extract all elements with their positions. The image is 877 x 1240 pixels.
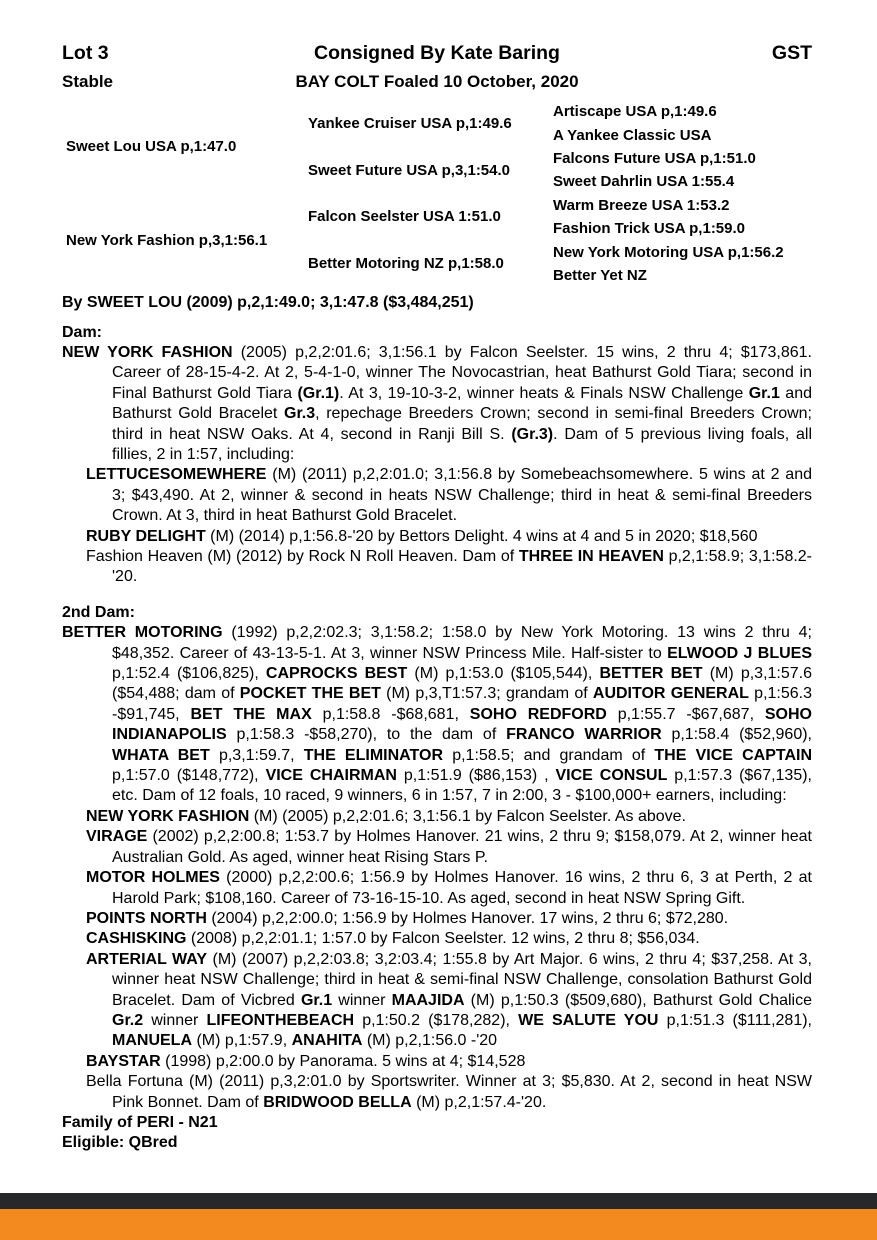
entry-motor-holmes: MOTOR HOLMES (2000) p,2,2:00.6; 1:56.9 by Holmes Hanover. 16 wins, 2 thru 6, 3 at Perth, 2 at Harold Park; $108,160. Career of 73-16-15-10. As aged, second in heat NSW Spring Gift. [86,869,812,907]
bottom-bar-dark [0,1193,877,1209]
lot-number: Lot 3 [62,42,109,64]
entry-points-north: POINTS NORTH (2004) p,2,2:00.0; 1:56.9 by Holmes Hanover. 17 wins, 2 thru 6; $72,280. [86,909,729,927]
entry-lettucesomewhere: LETTUCESOMEWHERE (M) (2011) p,2,2:01.0; 3,1:56.8 by Somebeachsomewhere. 5 wins at 2 and 3; $43,490. At 2, winner & second in heats NSW Challenge; third in heat & semi-final Breeders Crown. At 3, third in heat Bathurst Gold Bracelet. [86,466,812,525]
entry-ruby-delight: RUBY DELIGHT (M) (2014) p,1:56.8-'20 by Bettors Delight. 4 wins at 4 and 5 in 2020; $18,560 [86,527,758,545]
family-line: Family of PERI - N21 [62,1113,218,1131]
pedigree-g3-5: Fashion Trick USA p,1:59.0 [553,220,746,238]
pedigree-g3-0: Artiscape USA p,1:49.6 [553,103,717,121]
dam-heading: Dam: [62,323,103,341]
page-content [62,42,812,1154]
pedigree-g2-1: Sweet Future USA p,3,1:54.0 [308,161,511,179]
pedigree-g2-2: Falcon Seelster USA 1:51.0 [308,208,501,226]
pedigree-g3-3: Sweet Dahrlin USA 1:55.4 [553,173,735,191]
consignor-title: Consigned By Kate Baring [314,42,560,64]
header-row-1 [62,42,812,64]
pedigree-g3-2: Falcons Future USA p,1:51.0 [553,149,756,167]
entry-new-york-fashion-2: NEW YORK FASHION (M) (2005) p,2,2:01.6; 3,1:56.1 by Falcon Seelster. As above. [86,807,686,825]
pedigree-g3-1: A Yankee Classic USA [553,126,712,144]
eligible-line: Eligible: QBred [62,1134,178,1152]
pedigree-table [62,100,812,287]
header-spacer [642,72,812,92]
pedigree-sire: Sweet Lou USA p,1:47.0 [66,138,237,156]
pedigree-g2-0: Yankee Cruiser USA p,1:49.6 [308,114,512,132]
entry-bella-fortuna: Bella Fortuna (M) (2011) p,3,2:01.0 by Sportswriter. Winner at 3; $5,830. At 2, second in heat NSW Pink Bonnet. Dam of BRIDWOOD BELLA (M) p,2,1:57.4-'20. [86,1073,812,1111]
entry-better-motoring: BETTER MOTORING (1992) p,2,2:02.3; 3,1:58.2; 1:58.0 by New York Motoring. 13 wins 2 thru 4; $48,352. Career of 43-13-5-1. At 3, winner NSW Princess Mile. Half-sister to ELWOOD J BLUES p,1:52.4 ($106,825), CAPROCKS BEST (M) p,1:53.0 ($105,544), BETTER BET (M) p,3,1:57.6 ($54,488; dam of POCKET THE BET (M) p,3,T1:57.3; grandam of AUDITOR GENERAL p,1:56.3 -$91,745, BET THE MAX p,1:58.8 -$68,681, SOHO REDFORD p,1:55.7 -$67,687, SOHO INDIANAPOLIS p,1:58.3 -$58,270), to the dam of FRANCO WARRIOR p,1:58.4 ($52,960), WHATA BET p,3,1:59.7, THE ELIMINATOR p,1:58.5; and grandam of THE VICE CAPTAIN p,1:57.0 ($148,772), VICE CHAIRMAN p,1:51.9 ($86,153) , VICE CONSUL p,1:57.3 ($67,135), etc. Dam of 12 foals, 10 raced, 9 winners, 6 in 1:57, 7 in 2:00, 3 - $100,000+ earners, including: [62,624,813,805]
entry-baystar: BAYSTAR (1998) p,2:00.0 by Panorama. 5 wins at 4; $14,528 [86,1052,526,1070]
pedigree-g2-3: Better Motoring NZ p,1:58.0 [308,255,504,273]
bottom-bar-accent [0,1209,877,1240]
tax-status: GST [771,42,812,64]
second-dam-heading: 2nd Dam: [62,603,135,621]
pedigree-g3-6: New York Motoring USA p,1:56.2 [553,243,784,261]
entry-cashisking: CASHISKING (2008) p,2,2:01.1; 1:57.0 by Falcon Seelster. 12 wins, 2 thru 8; $56,034. [86,930,700,948]
pedigree-dam: New York Fashion p,3,1:56.1 [66,231,268,249]
entry-fashion-heaven: Fashion Heaven (M) (2012) by Rock N Roll Heaven. Dam of THREE IN HEAVEN p,2,1:58.9; 3,1:58.2-'20. [86,548,813,586]
pedigree-g3-7: Better Yet NZ [553,266,647,284]
entry-arterial-way: ARTERIAL WAY (M) (2007) p,2,2:03.8; 3,2:03.4; 1:55.8 by Art Major. 6 wins, 2 thru 4; $37,258. At 3, winner heat NSW Challenge; third in heat & semi-final NSW Challenge, consolation Bathurst Gold Bracelet. Dam of Vicbred Gr.1 winner MAAJIDA (M) p,1:50.3 ($509,680), Bathurst Gold Chalice Gr.2 winner LIFEONTHEBEACH p,1:50.2 ($178,282), WE SALUTE YOU p,1:51.3 ($111,281), MANUELA (M) p,1:57.9, ANAHITA (M) p,2,1:56.0 -'20 [86,950,813,1050]
stable-label: Stable [62,72,114,91]
pedigree-g3-4: Warm Breeze USA 1:53.2 [553,196,730,214]
sire-line: By SWEET LOU (2009) p,2,1:49.0; 3,1:47.8 ($3,484,251) [62,294,474,312]
header-row-2 [62,72,812,92]
pedigree-text [62,323,812,1154]
entry-new-york-fashion: NEW YORK FASHION (2005) p,2,2:01.6; 3,1:56.1 by Falcon Seelster. 15 wins, 2 thru 4; $173,861. Career of 28-15-4-2. At 2, 5-4-1-0, winner The Novocastrian, heat Bathurst Gold Tiara; second in Final Bathurst Gold Tiara (Gr.1). At 3, 19-10-3-2, winner heats & Finals NSW Challenge Gr.1 and Bathurst Gold Bracelet Gr.3, repechage Breeders Crown; second in semi-final Breeders Crown; third in heat NSW Oaks. At 4, second in Ranji Bill S. (Gr.3). Dam of 5 previous living foals, all fillies, 2 in 1:57, including: [62,343,812,463]
entry-virage: VIRAGE (2002) p,2,2:00.8; 1:53.7 by Holmes Hanover. 21 wins, 2 thru 9; $158,079. At 2, winner heat Australian Gold. As aged, winner heat Rising Stars P. [86,828,812,866]
foal-description: BAY COLT Foaled 10 October, 2020 [295,72,579,91]
